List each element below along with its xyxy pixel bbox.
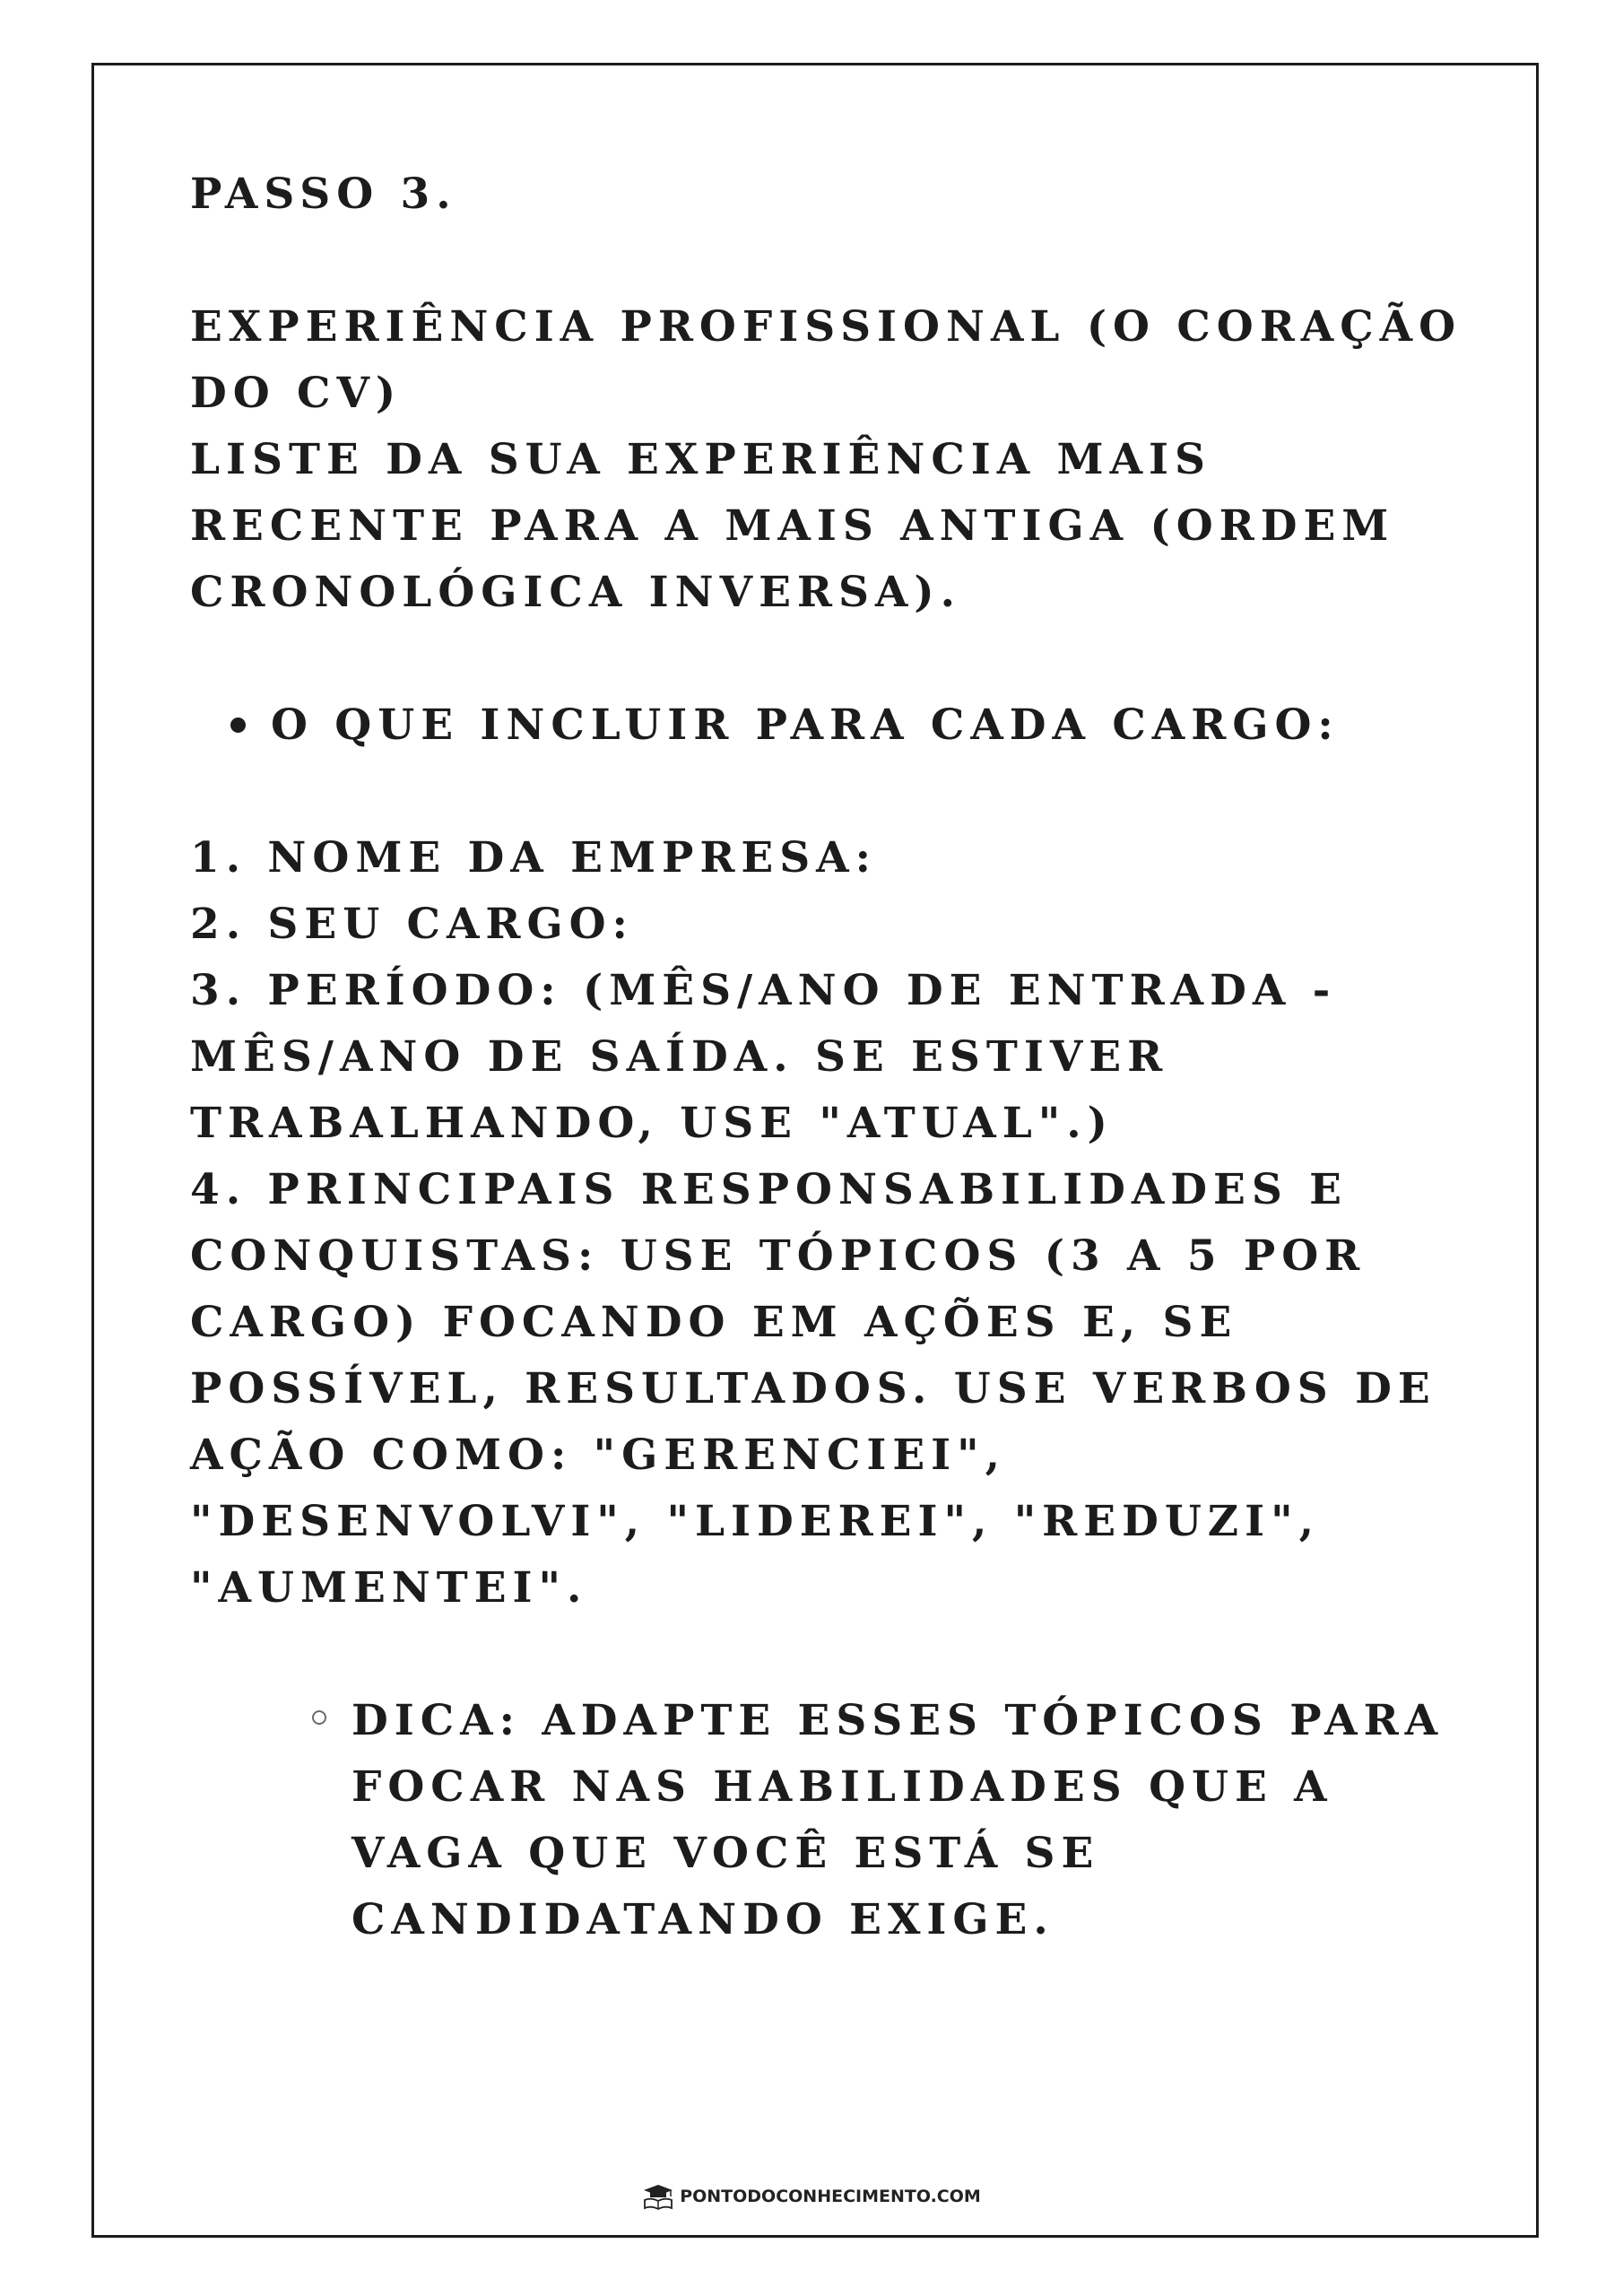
list-item-period: 3. PERÍODO: (MÊS/ANO DE ENTRADA - MÊS/ANO DE SAÍDA. SE ESTIVER TRABALHANDO, USE "ATUAL".) [190, 966, 1337, 1148]
spacer [190, 228, 1463, 294]
intro-text: LISTE DA SUA EXPERIÊNCIA MAIS RECENTE PARA A MAIS ANTIGA (ORDEM CRONOLÓGICA INVERSA). [190, 435, 1395, 617]
list-item-role: 2. SEU CARGO: [190, 900, 634, 949]
graduation-cap-book-icon [642, 2183, 674, 2210]
footer [0, 2183, 1623, 2210]
section-heading: EXPERIÊNCIA PROFISSIONAL (O CORAÇÃO DO CV) [190, 302, 1462, 418]
footer-site-name: PONTODOCONHECIMENTO.COM [680, 2187, 981, 2206]
step-title: PASSO 3. [190, 170, 457, 219]
tip-item [190, 1688, 1463, 1953]
spacer [190, 626, 1463, 692]
spacer [190, 1622, 1463, 1688]
bullet-text: O QUE INCLUIR PARA CADA CARGO: [271, 700, 1340, 750]
tip-text: DICA: ADAPTE ESSES TÓPICOS PARA FOCAR NAS HABILIDADES QUE A VAGA QUE VOCÊ ESTÁ SE CANDIDATANDO EXIGE. [352, 1696, 1445, 1944]
spacer [190, 759, 1463, 825]
bullet-circle-icon [312, 1710, 326, 1725]
document-body [190, 161, 1463, 1953]
bullet-item [190, 692, 1463, 759]
list-item-company: 1. NOME DA EMPRESA: [190, 833, 877, 883]
bullet-disc-icon [230, 718, 246, 733]
list-item-responsibilities: 4. PRINCIPAIS RESPONSABILIDADES E CONQUISTAS: USE TÓPICOS (3 A 5 POR CARGO) FOCANDO EM AÇÕES E, SE POSSÍVEL, RESULTADOS. USE VERBOS DE AÇÃO COMO: "GERENCIEI", "DESENVOLVI", "LIDEREI", "REDUZI", "AUMENTEI". [190, 1165, 1436, 1613]
